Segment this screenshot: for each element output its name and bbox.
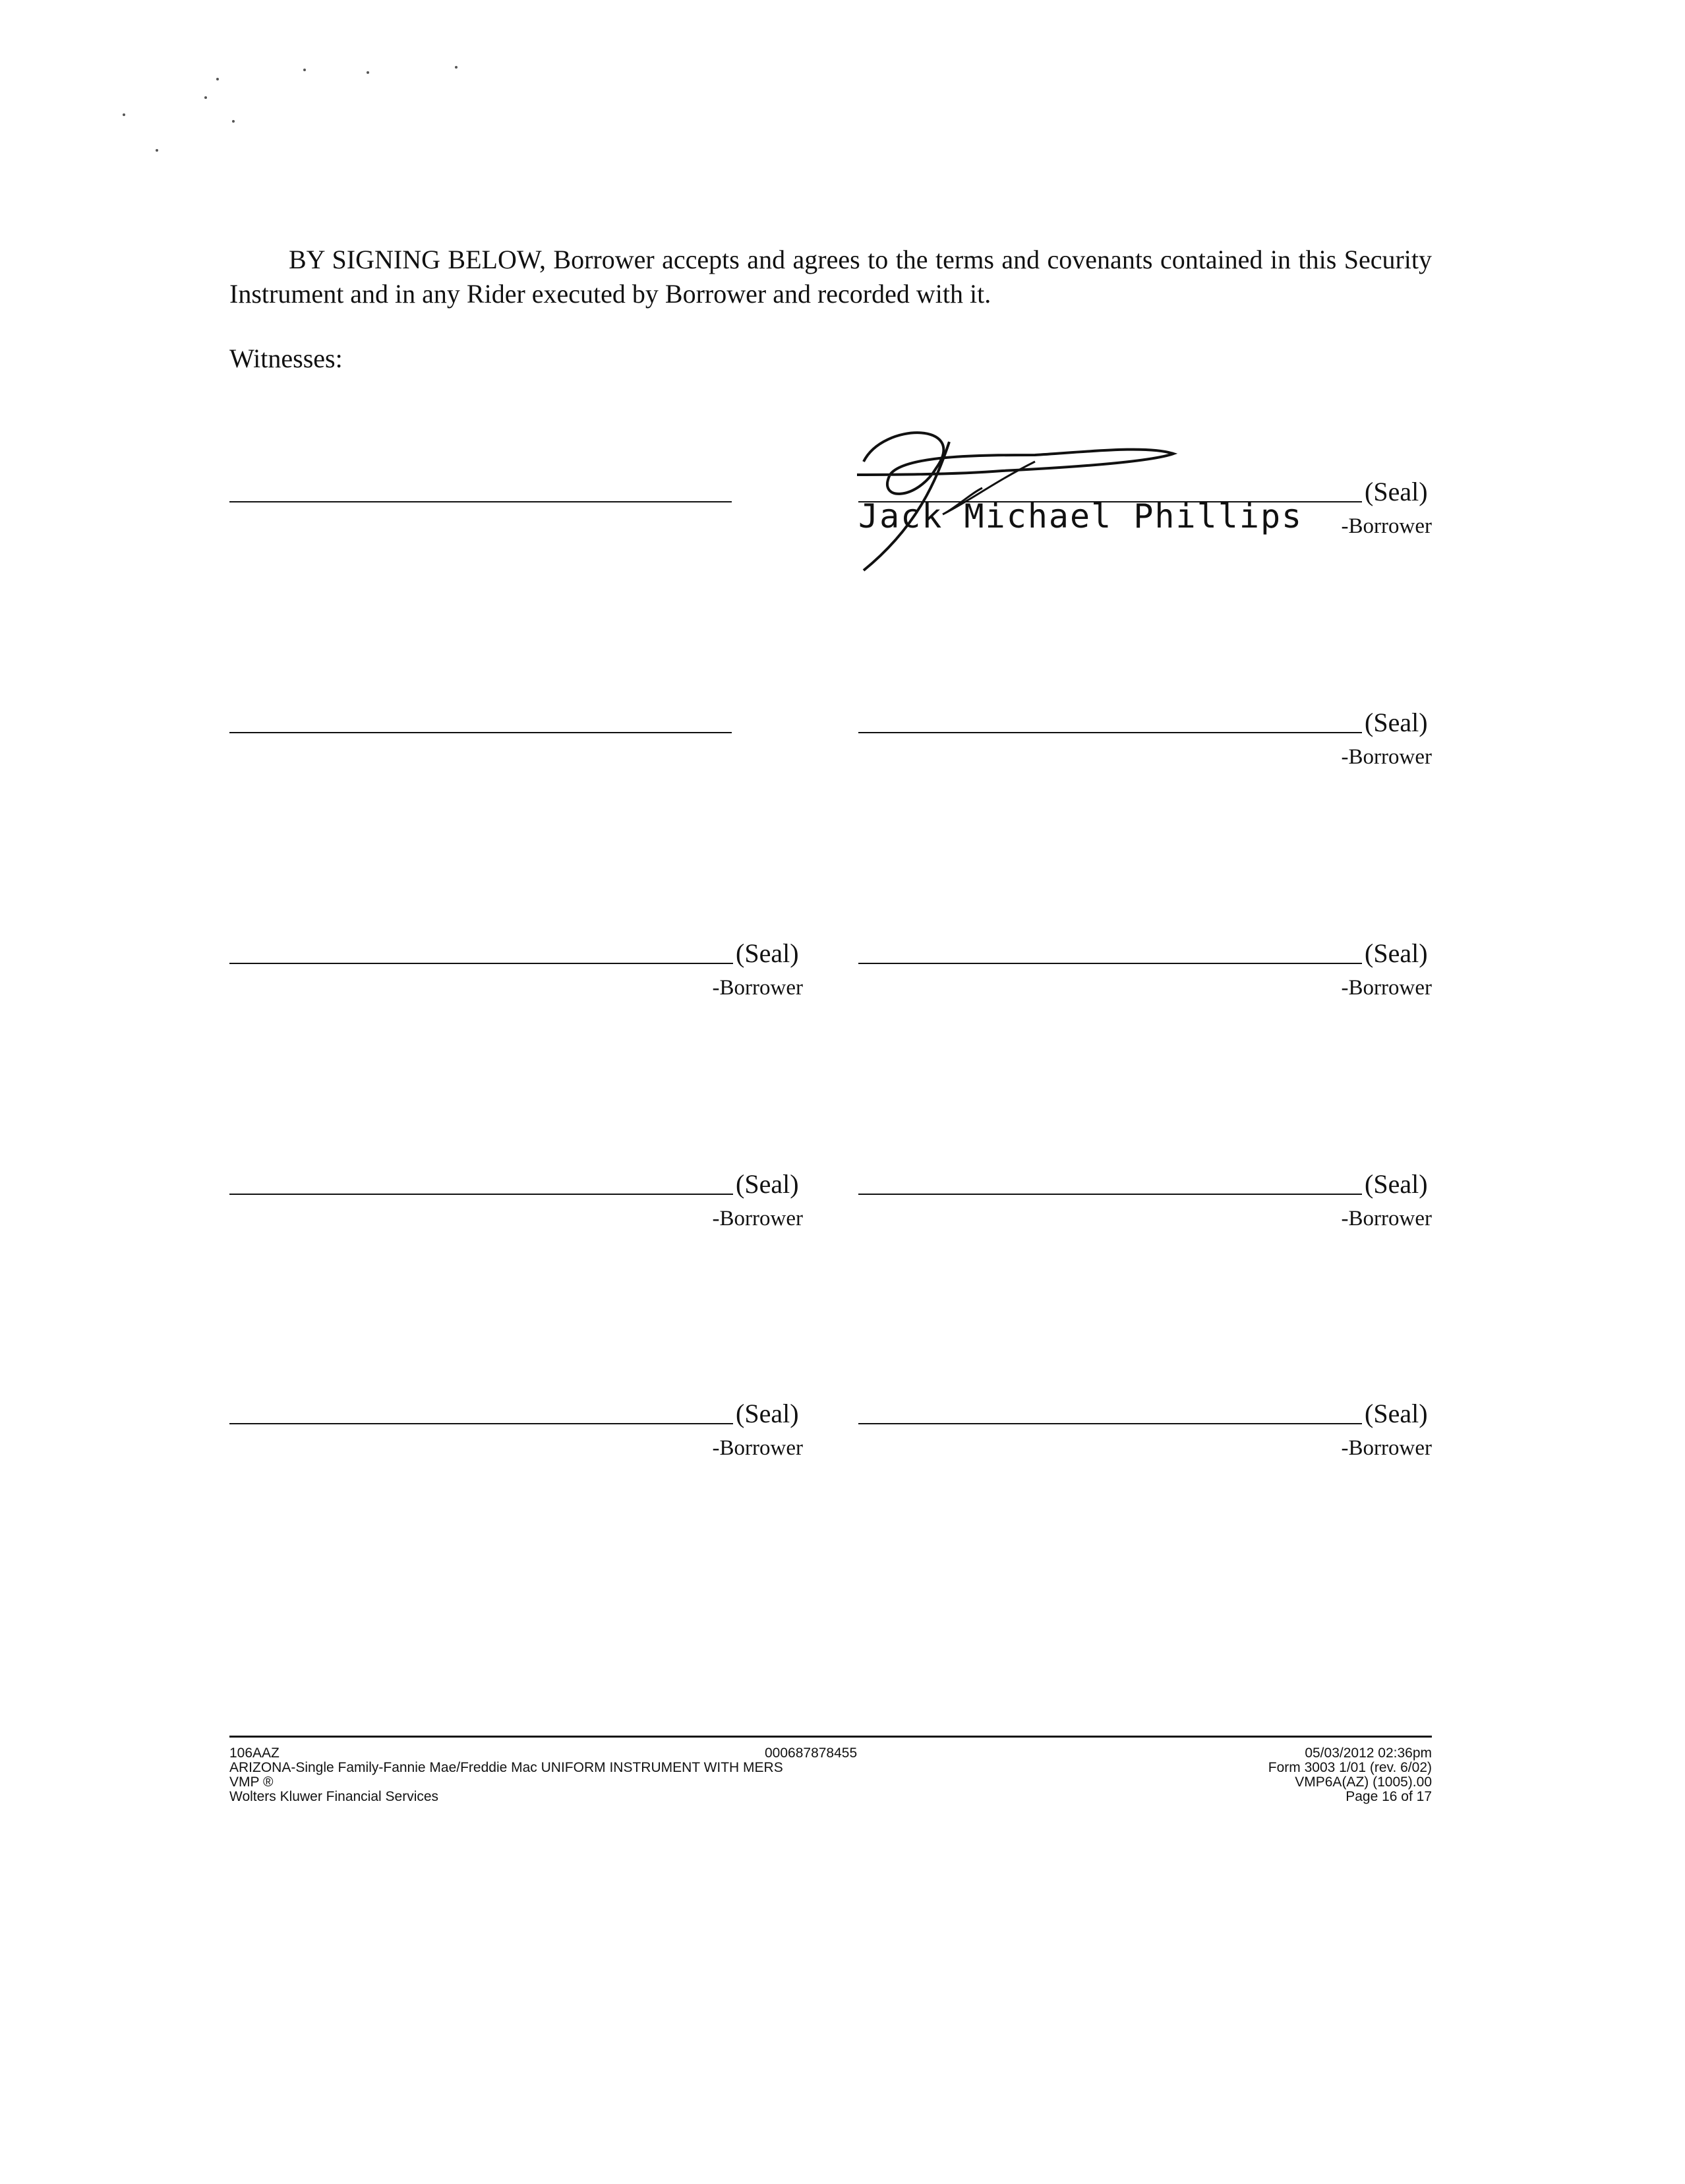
signing-statement [229, 243, 1432, 311]
seal-label: (Seal) [1365, 708, 1428, 737]
borrower-signature-line [229, 963, 733, 964]
witnesses-label: Witnesses: [229, 344, 343, 373]
seal-label: (Seal) [736, 1399, 799, 1428]
footer-page-number: Page 16 of 17 [1345, 1789, 1432, 1804]
signer-name: Jack Michael Phillips [858, 497, 1303, 535]
borrower-signature-line [858, 1423, 1362, 1424]
footer-right [1102, 1746, 1432, 1804]
borrower-signature-line [858, 963, 1362, 964]
witness-line [229, 732, 732, 733]
scan-speck [156, 149, 158, 152]
footer-rule [229, 1736, 1432, 1738]
seal-label: (Seal) [736, 938, 799, 968]
borrower-label: -Borrower [712, 1207, 803, 1230]
borrower-label: -Borrower [1341, 1207, 1432, 1230]
borrower-label: -Borrower [712, 976, 803, 1000]
footer-timestamp: 05/03/2012 02:36pm [1305, 1745, 1432, 1761]
handwritten-signature [837, 429, 1193, 580]
seal-label: (Seal) [1365, 1399, 1428, 1428]
borrower-label: -Borrower [1341, 1436, 1432, 1460]
borrower-label: -Borrower [1341, 976, 1432, 1000]
scan-speck [367, 71, 369, 74]
signing-statement-text: Borrower accepts and agrees to the terms and covenants contained in this Security Instrument and in any Rider executed by Borrower and recorded with it. [229, 245, 1433, 309]
borrower-label: -Borrower [1341, 745, 1432, 769]
borrower-label: -Borrower [712, 1436, 803, 1460]
scan-speck [232, 120, 235, 123]
scan-speck [123, 113, 125, 116]
borrower-signature-line [858, 732, 1362, 733]
footer-loan-number: 000687878455 [765, 1745, 858, 1761]
borrower-signature-line [858, 1194, 1362, 1195]
scan-speck [204, 96, 207, 99]
borrower-signature-line [229, 1194, 733, 1195]
footer-publisher: Wolters Kluwer Financial Services [229, 1789, 439, 1804]
footer-form-code: 106AAZ [229, 1745, 280, 1761]
borrower-label: -Borrower [1341, 514, 1432, 538]
footer-vmp: VMP ® [229, 1774, 274, 1790]
scan-speck [216, 78, 219, 80]
seal-label: (Seal) [1365, 938, 1428, 968]
borrower-signature-line [229, 1423, 733, 1424]
seal-label: (Seal) [1365, 1169, 1428, 1199]
footer-form-version: VMP6A(AZ) (1005).00 [1295, 1774, 1432, 1790]
scan-speck [303, 69, 306, 71]
signing-statement-lead: BY SIGNING BELOW, [289, 245, 546, 274]
footer-form-title: ARIZONA-Single Family-Fannie Mae/Freddie Mac UNIFORM INSTRUMENT WITH MERS [229, 1760, 783, 1775]
witness-line [229, 501, 732, 502]
footer-left [229, 1746, 1086, 1804]
footer-form-number: Form 3003 1/01 (rev. 6/02) [1268, 1760, 1432, 1775]
scan-speck [455, 66, 458, 69]
seal-label: (Seal) [736, 1169, 799, 1199]
seal-label: (Seal) [1365, 477, 1428, 506]
